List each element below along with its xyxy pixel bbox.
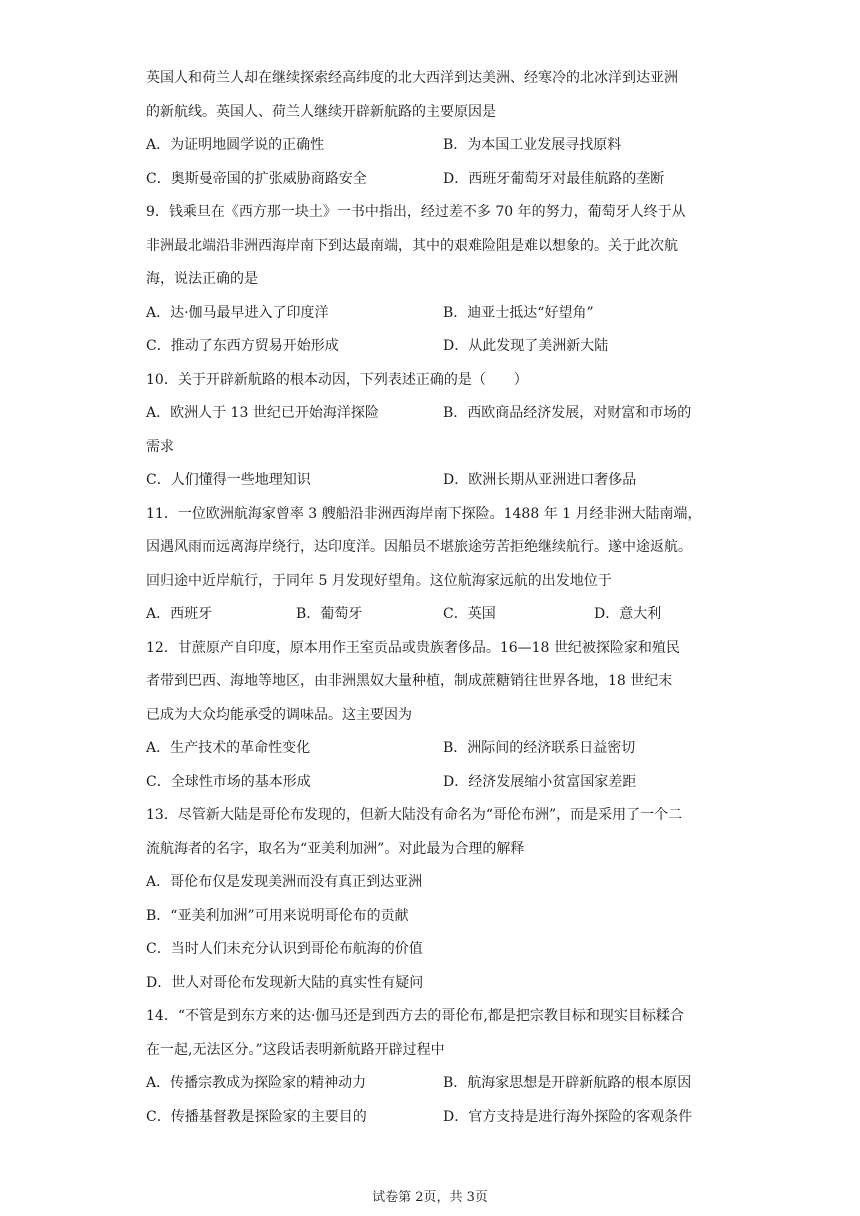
q13-option-d: D．世人对哥伦布发现新大陆的真实性有疑问	[146, 974, 424, 991]
q13-stem-line: 13．尽管新大陆是哥伦布发现的，但新大陆没有命名为“哥伦布洲”，而是采用了一个二	[146, 807, 683, 823]
q14-option-b: B．航海家思想是开辟新航路的根本原因	[443, 1075, 692, 1091]
q8-option-d: D．西班牙葡萄牙对最佳航路的垄断	[443, 170, 665, 187]
q12-options-row	[146, 732, 716, 766]
q9-option-d: D．从此发现了美洲新大陆	[443, 338, 609, 354]
q10-options-row	[146, 464, 716, 498]
q9-option-b: B．迪亚士抵达“好望角”	[443, 304, 594, 321]
q14-options-row	[146, 1067, 716, 1101]
q9-options-row	[146, 330, 716, 364]
q14-option-a: A．传播宗教成为探险家的精神动力	[146, 1075, 367, 1091]
q11-stem-line: 11．一位欧洲航海家曾率 3 艘船沿非洲西海岸南下探险。1488 年 1 月经非洲大陆南端，	[146, 505, 702, 522]
q13-stem-line: 流航海者的名字，取名为“亚美利加洲”。对此最为合理的解释	[146, 840, 525, 857]
q12-stem-line: 已成为大众均能承受的调味品。这主要因为	[146, 706, 412, 723]
q9-stem-line: 非洲最北端沿非洲西海岸南下到达最南端，其中的艰难险阻是难以想象的。关于此次航	[146, 237, 678, 254]
q14-stem-line: 14．“不管是到东方来的达·伽马还是到西方去的哥伦布,都是把宗教目标和现实目标糅合	[146, 1008, 684, 1024]
q14-option-c: C．传播基督教是探险家的主要目的	[146, 1108, 367, 1125]
q14-option-d: D．官方支持是进行海外探险的客观条件	[443, 1108, 693, 1125]
q9-option-c: C．推动了东西方贸易开始形成	[146, 338, 339, 354]
q12-stem-line: 者带到巴西、海地等地区，由非洲黑奴大量种植，制成蔗糖销往世界各地，18 世纪末	[146, 673, 673, 689]
q11-stem-line: 回归途中近岸航行，于同年 5 月发现好望角。这位航海家远航的出发地位于	[146, 572, 612, 589]
q9-options-row	[146, 297, 716, 331]
question-area	[146, 62, 716, 1134]
q12-stem-line: 12．甘蔗原产自印度，原本用作王室贡品或贵族奢侈品。16—18 世纪被探险家和殖民	[146, 639, 680, 656]
q8-stem-line: 英国人和荷兰人却在继续探索经高纬度的北大西洋到达美洲、经寒冷的北冰洋到达亚洲	[146, 70, 678, 86]
q8-option-a: A．为证明地圆学说的正确性	[146, 137, 325, 153]
q11-option-c: C．英国	[443, 606, 496, 622]
q8-option-b: B．为本国工业发展寻找原料	[443, 137, 622, 153]
q12-option-a: A．生产技术的革命性变化	[146, 740, 311, 756]
q12-option-b: B．洲际间的经济联系日益密切	[443, 740, 636, 756]
q14-options-row	[146, 1101, 716, 1135]
q10-stem-line: 10．关于开辟新航路的根本动因，下列表述正确的是（ ）	[146, 371, 528, 388]
q8-stem-line: 的新航线。英国人、荷兰人继续开辟新航路的主要原因是	[146, 103, 496, 120]
q12-option-c: C．全球性市场的基本形成	[146, 773, 311, 790]
q14-stem-line: 在一起,无法区分。”这段话表明新航路开辟过程中	[146, 1041, 445, 1058]
q8-option-c: C．奥斯曼帝国的扩张威胁商路安全	[146, 170, 367, 187]
q12-options-row	[146, 766, 716, 800]
q12-option-d: D．经济发展缩小贫富国家差距	[443, 773, 637, 790]
q11-option-d: D．意大利	[594, 606, 662, 622]
q8-options-row	[146, 163, 716, 197]
q8-options-row	[146, 129, 716, 163]
q13-option-b: B．“亚美利加洲”可用来说明哥伦布的贡献	[146, 907, 409, 924]
q10-option-c: C．人们懂得一些地理知识	[146, 472, 311, 488]
q13-option-c: C．当时人们未充分认识到哥伦布航海的价值	[146, 941, 423, 957]
q11-options-row	[146, 598, 716, 632]
q9-option-a: A．达·伽马最早进入了印度洋	[146, 304, 329, 321]
q11-option-b: B．葡萄牙	[296, 606, 363, 622]
q9-stem-line: 海，说法正确的是	[146, 271, 258, 287]
q11-stem-line: 因遇风雨而远离海岸绕行，达印度洋。因船员不堪旅途劳苦拒绝继续航行。遂中途返航。	[146, 539, 692, 555]
q9-stem-line: 9．钱乘旦在《西方那一块土》一书中指出，经过差不多 70 年的努力，葡萄牙人终于从	[146, 204, 686, 220]
q11-option-a: A．西班牙	[146, 606, 213, 622]
q10-option-a: A．欧洲人于 13 世纪已开始海洋探险	[146, 405, 379, 421]
q10-option-d: D．欧洲长期从亚洲进口奢侈品	[443, 472, 637, 488]
q10-option-b: B．西欧商品经济发展，对财富和市场的	[443, 405, 692, 421]
q10-option-b-wrap: 需求	[146, 438, 174, 455]
q10-options-row	[146, 397, 716, 431]
q13-option-a: A．哥伦布仅是发现美洲而没有真正到达亚洲	[146, 874, 423, 890]
page-footer: 试卷第 2页，共 3页	[372, 1190, 488, 1205]
